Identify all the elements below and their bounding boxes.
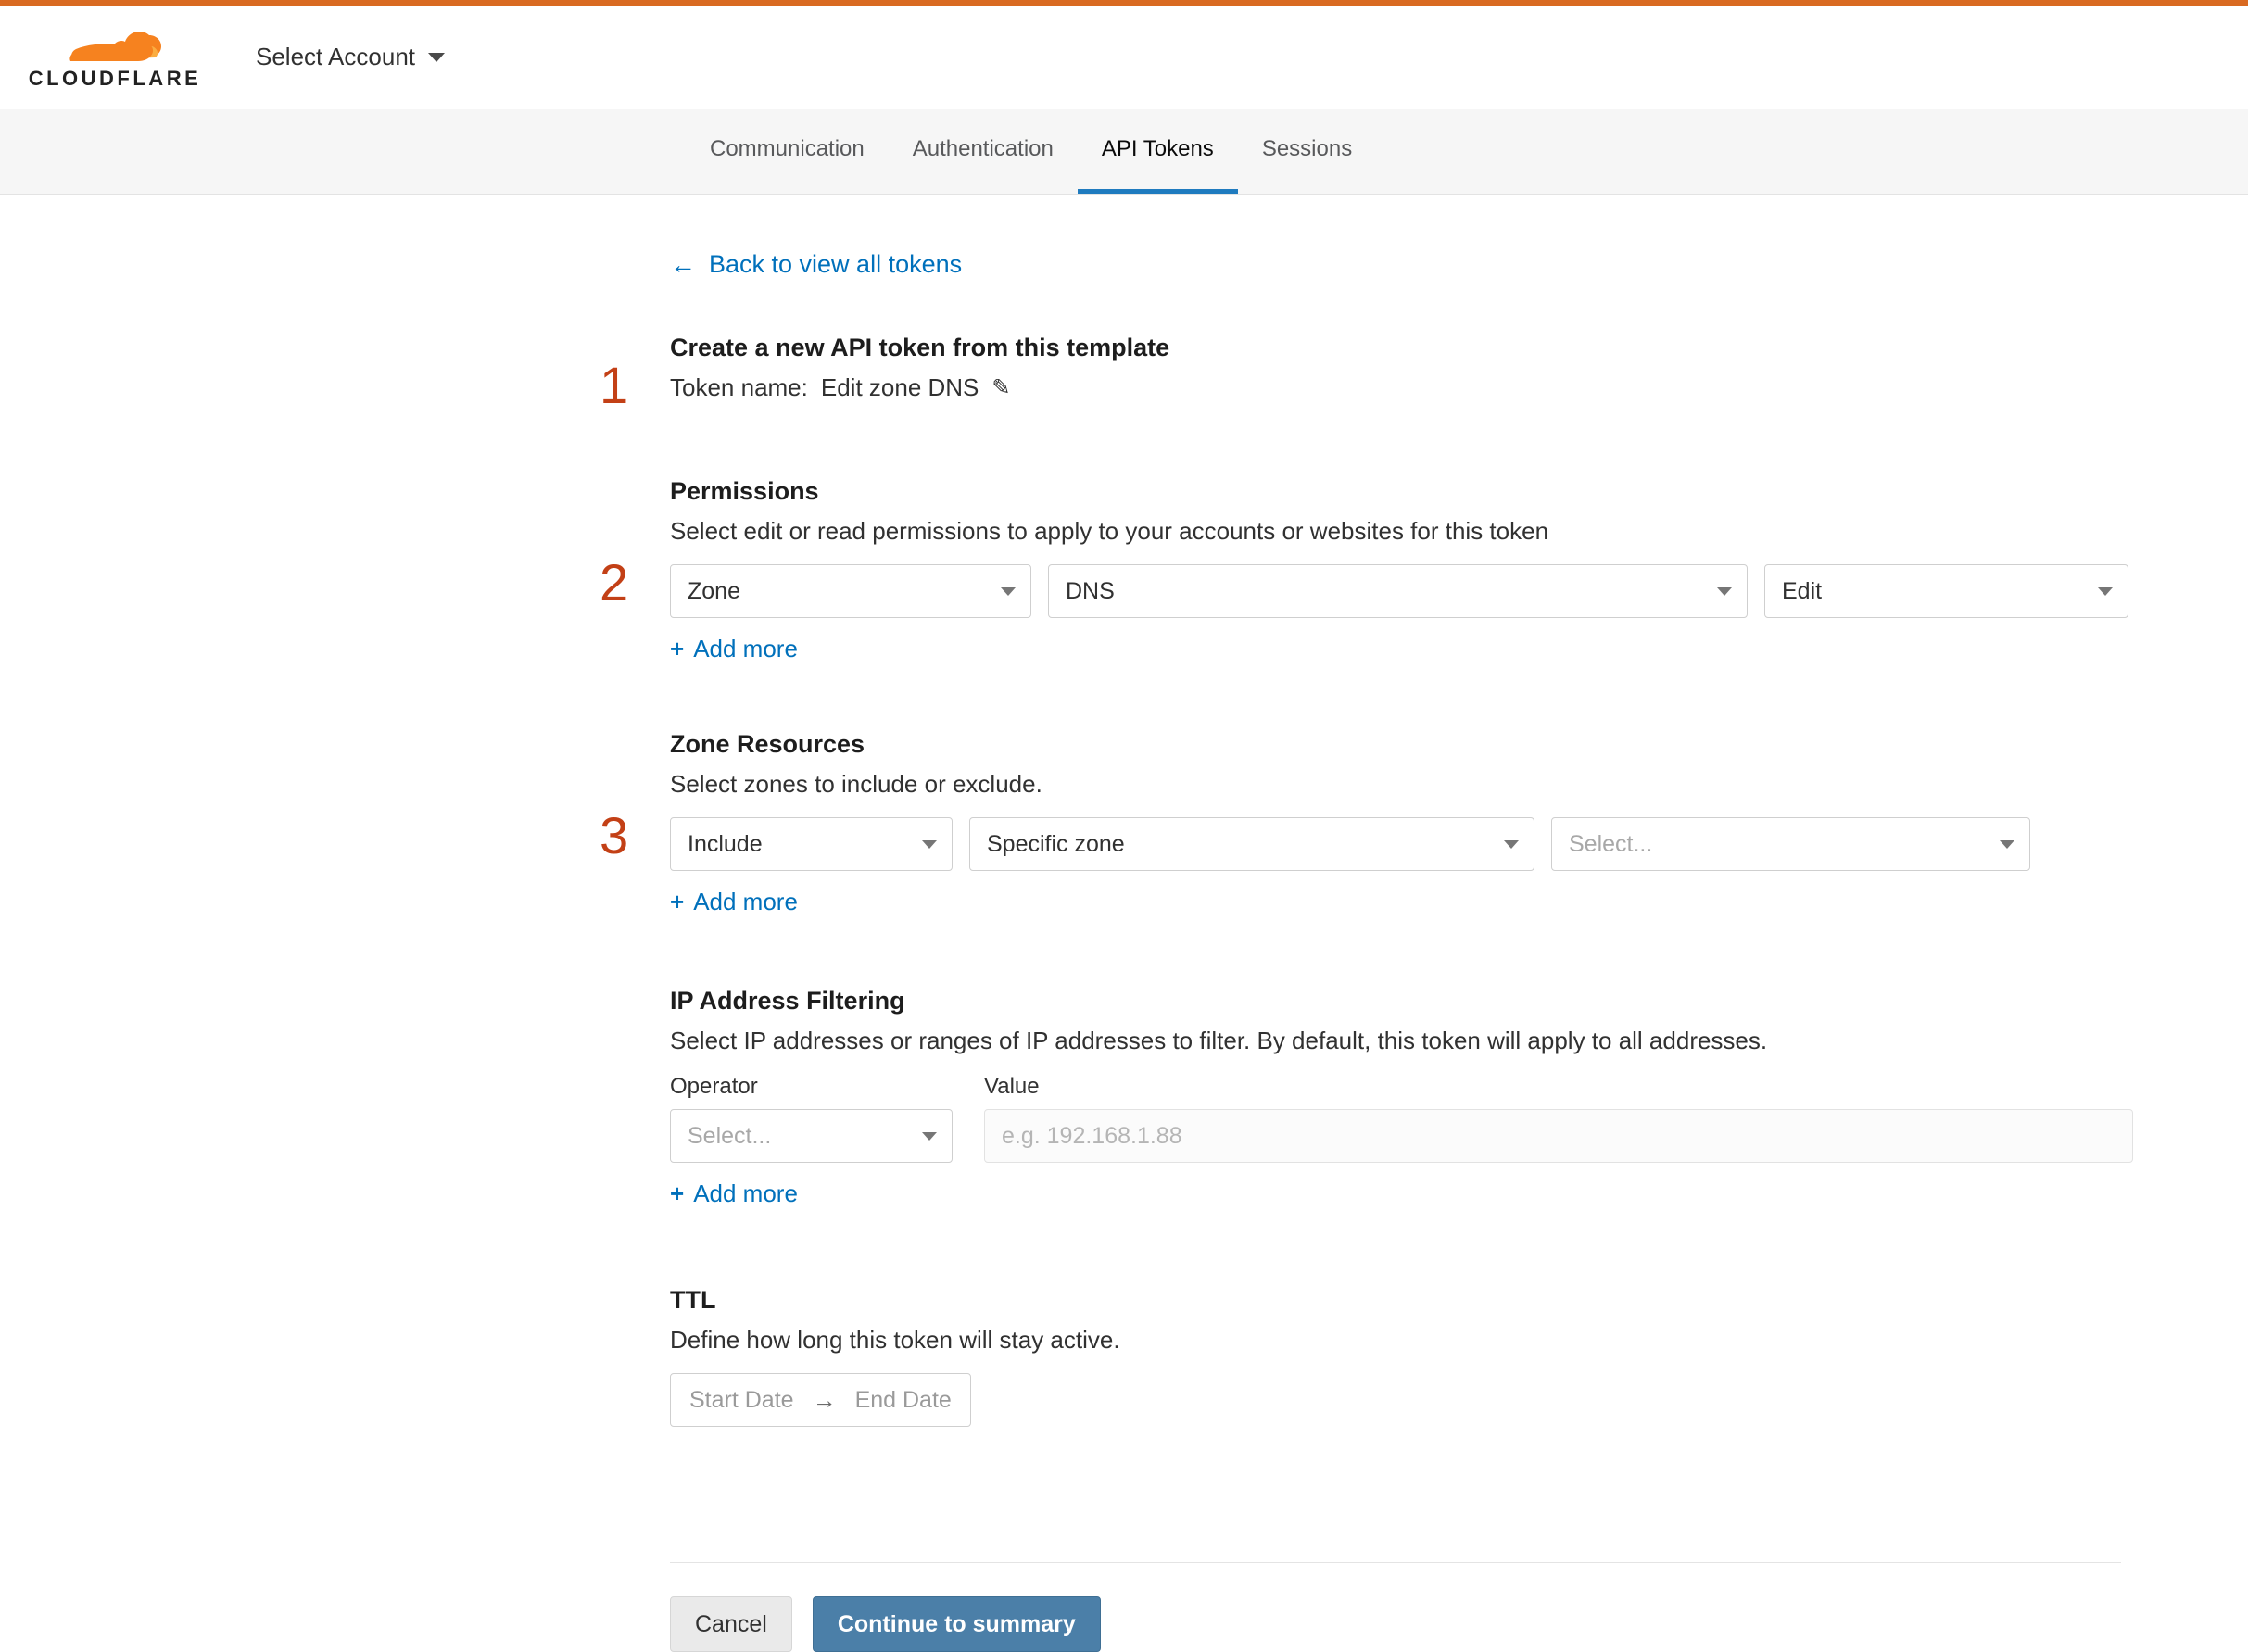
ip-filtering-description: Select IP addresses or ranges of IP addresses to filter. By default, this token will apply to all addresses.: [670, 1027, 1768, 1054]
template-section-title: Create a new API token from this template: [670, 334, 1170, 361]
zone-name-select[interactable]: [1551, 817, 2030, 871]
chevron-down-icon: [1717, 587, 1732, 596]
chevron-down-icon: [922, 1132, 937, 1141]
tab-api-tokens[interactable]: [1078, 109, 1238, 194]
ttl-description: Define how long this token will stay active.: [670, 1326, 1120, 1354]
form-footer: [670, 1596, 1101, 1652]
ip-filtering-add-more-button[interactable]: [670, 1179, 798, 1208]
permissions-row: [670, 564, 2171, 618]
pencil-icon[interactable]: ✎: [991, 375, 1011, 400]
zone-inclusion-select[interactable]: [670, 817, 953, 871]
zone-name-value: Select...: [1569, 830, 1653, 857]
ip-filtering-add-more-label: Add more: [693, 1179, 798, 1207]
ip-value-placeholder: e.g. 192.168.1.88: [1002, 1122, 1182, 1149]
value-field-group: [984, 1074, 2133, 1163]
step-number-3: 3: [600, 806, 629, 864]
tab-communication-label: Communication: [710, 136, 865, 161]
arrow-right-icon: →: [812, 1385, 837, 1414]
ip-value-input[interactable]: [984, 1109, 2133, 1163]
cancel-button[interactable]: [670, 1596, 792, 1652]
tab-authentication[interactable]: [889, 109, 1078, 194]
token-name-label: Token name:: [670, 373, 808, 401]
zone-inclusion-value: Include: [688, 830, 763, 857]
chevron-down-icon: [2098, 587, 2113, 596]
cancel-button-label: Cancel: [695, 1610, 767, 1637]
permission-scope-select[interactable]: [670, 564, 1031, 618]
section-nav: [0, 109, 2248, 195]
zone-resources-row: [670, 817, 2171, 871]
tab-authentication-label: Authentication: [912, 136, 1054, 161]
plus-icon: +: [670, 1179, 685, 1207]
step-number-1: 1: [600, 356, 629, 414]
ttl-date-range-picker[interactable]: [670, 1373, 971, 1427]
ttl-section: [670, 1286, 2171, 1427]
permissions-description: Select edit or read permissions to apply to your accounts or websites for this token: [670, 517, 1549, 545]
plus-icon: +: [670, 635, 685, 662]
account-selector[interactable]: [256, 43, 445, 71]
operator-field-group: [670, 1074, 953, 1163]
permission-resource-value: DNS: [1066, 577, 1115, 604]
ip-operator-value: Select...: [688, 1122, 772, 1149]
arrow-left-icon: ←: [670, 249, 696, 279]
operator-label: Operator: [670, 1074, 758, 1099]
permission-scope-value: Zone: [688, 577, 740, 604]
zone-resources-title: Zone Resources: [670, 730, 865, 758]
ttl-start-date: Start Date: [689, 1386, 794, 1413]
chevron-down-icon: [428, 53, 445, 62]
ip-filtering-title: IP Address Filtering: [670, 987, 905, 1015]
back-link-label: Back to view all tokens: [709, 250, 963, 278]
chevron-down-icon: [1504, 840, 1519, 849]
token-name-row: [670, 373, 2171, 402]
token-template-section: [600, 334, 2171, 414]
token-name-value: Edit zone DNS: [820, 373, 979, 401]
permission-access-value: Edit: [1782, 577, 1823, 604]
chevron-down-icon: [1001, 587, 1016, 596]
permissions-section: [600, 477, 2171, 663]
step-number-2: 2: [600, 553, 629, 612]
cloud-icon: [59, 24, 170, 65]
permissions-add-more-label: Add more: [693, 635, 798, 662]
tab-sessions-label: Sessions: [1261, 136, 1353, 161]
value-label: Value: [984, 1074, 1040, 1099]
footer-divider: [670, 1562, 2121, 1563]
app-header: [0, 6, 2248, 109]
logo-wordmark: CLOUDFLARE: [28, 66, 202, 90]
zone-resources-add-more-label: Add more: [693, 888, 798, 915]
chevron-down-icon: [2000, 840, 2014, 849]
ttl-title: TTL: [670, 1286, 716, 1314]
zone-type-select[interactable]: [969, 817, 1534, 871]
permission-resource-select[interactable]: [1048, 564, 1748, 618]
ip-filtering-section: [670, 987, 2171, 1208]
ip-filtering-row: [670, 1074, 2171, 1163]
account-selector-label: Select Account: [256, 43, 415, 70]
tab-communication[interactable]: [686, 109, 889, 194]
ttl-end-date: End Date: [854, 1386, 952, 1413]
ip-operator-select[interactable]: [670, 1109, 953, 1163]
chevron-down-icon: [922, 840, 937, 849]
continue-to-summary-button[interactable]: [813, 1596, 1101, 1652]
permissions-add-more-button[interactable]: [670, 635, 798, 663]
permissions-title: Permissions: [670, 477, 819, 505]
cloudflare-logo: [24, 24, 206, 91]
continue-button-label: Continue to summary: [837, 1610, 1076, 1637]
zone-type-value: Specific zone: [987, 830, 1125, 857]
zone-resources-description: Select zones to include or exclude.: [670, 770, 1042, 798]
tab-api-tokens-label: API Tokens: [1101, 136, 1214, 161]
zone-resources-section: [600, 730, 2171, 916]
permission-access-select[interactable]: [1764, 564, 2128, 618]
zone-resources-add-more-button[interactable]: [670, 888, 798, 916]
back-to-all-tokens-link[interactable]: [670, 250, 962, 279]
plus-icon: +: [670, 888, 685, 915]
tab-sessions[interactable]: [1238, 109, 1376, 194]
